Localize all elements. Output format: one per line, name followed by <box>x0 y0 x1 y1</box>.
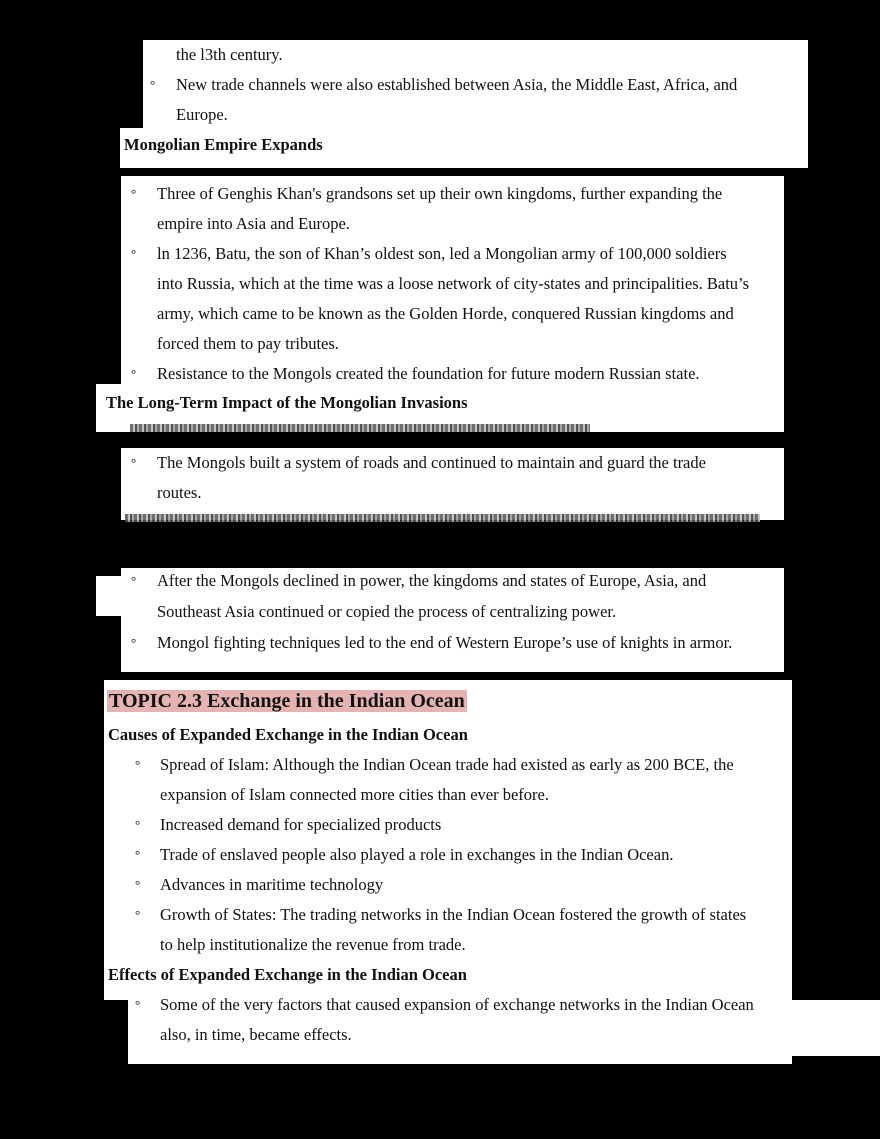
bullet-icon: ° <box>131 635 137 650</box>
bullet-text: Growth of States: The trading networks in the Indian Ocean fostered the growth of states <box>160 905 747 924</box>
bullet-text: also, in time, became effects. <box>160 1025 352 1044</box>
continuation-line: the l3th century. <box>176 45 283 64</box>
bullet-text: empire into Asia and Europe. <box>157 214 350 233</box>
bullet-text: routes. <box>157 483 202 502</box>
garbled-text-strip <box>125 514 760 522</box>
bullet-icon: ° <box>131 366 137 381</box>
section-heading: Effects of Expanded Exchange in the Indian Ocean <box>108 965 467 984</box>
bullet-text: Europe. <box>176 105 228 124</box>
bullet-icon: ° <box>131 246 137 261</box>
bullet-text: New trade channels were also established between Asia, the Middle East, Africa, and <box>176 75 738 94</box>
section-heading: The Long-Term Impact of the Mongolian Invasions <box>106 393 468 412</box>
bullet-text: Spread of Islam: Although the Indian Ocean trade had existed as early as 200 BCE, the <box>160 755 734 774</box>
bullet-text: into Russia, which at the time was a loose network of city-states and principalities. Batu’s <box>157 274 750 293</box>
bullet-text: Advances in maritime technology <box>160 875 384 894</box>
bullet-icon: ° <box>131 573 137 588</box>
bullet-icon: ° <box>135 997 141 1012</box>
page-fragment-5c <box>792 1000 880 1056</box>
bullet-icon: ° <box>135 907 141 922</box>
bullet-text: After the Mongols declined in power, the kingdoms and states of Europe, Asia, and <box>157 571 707 590</box>
bullet-text: expansion of Islam connected more cities than ever before. <box>160 785 549 804</box>
bullet-icon: ° <box>135 847 141 862</box>
bullet-icon: ° <box>135 817 141 832</box>
garbled-text-strip <box>130 424 590 432</box>
section-heading: Mongolian Empire Expands <box>124 135 323 154</box>
bullet-text: Southeast Asia continued or copied the process of centralizing power. <box>157 604 617 621</box>
bullet-text: Increased demand for specialized products <box>160 815 442 834</box>
topic-title: TOPIC 2.3 Exchange in the Indian Ocean <box>109 690 465 712</box>
bullet-text: Resistance to the Mongols created the foundation for future modern Russian state. <box>157 364 700 383</box>
bullet-text: Some of the very factors that caused expansion of exchange networks in the Indian Ocean <box>160 995 754 1014</box>
bullet-icon: ° <box>135 757 141 772</box>
bullet-text: to help institutionalize the revenue from trade. <box>160 935 466 954</box>
bullet-text: The Mongols built a system of roads and continued to maintain and guard the trade <box>157 453 706 472</box>
section-heading: Causes of Expanded Exchange in the Indian Ocean <box>108 725 468 744</box>
bullet-icon: ° <box>135 877 141 892</box>
bullet-text: army, which came to be known as the Golden Horde, conquered Russian kingdoms and <box>157 304 734 323</box>
bullet-text: Trade of enslaved people also played a role in exchanges in the Indian Ocean. <box>160 845 674 864</box>
bullet-text: ln 1236, Batu, the son of Khan’s oldest son, led a Mongolian army of 100,000 soldiers <box>157 244 727 263</box>
bullet-icon: ° <box>131 186 137 201</box>
bullet-icon: ° <box>150 77 156 92</box>
bullet-icon: ° <box>131 455 137 470</box>
bullet-text: Mongol fighting techniques led to the end of Western Europe’s use of knights in armor. <box>157 633 733 652</box>
bullet-text: forced them to pay tributes. <box>157 334 339 353</box>
bullet-text: Three of Genghis Khan's grandsons set up their own kingdoms, further expanding the <box>157 184 723 203</box>
